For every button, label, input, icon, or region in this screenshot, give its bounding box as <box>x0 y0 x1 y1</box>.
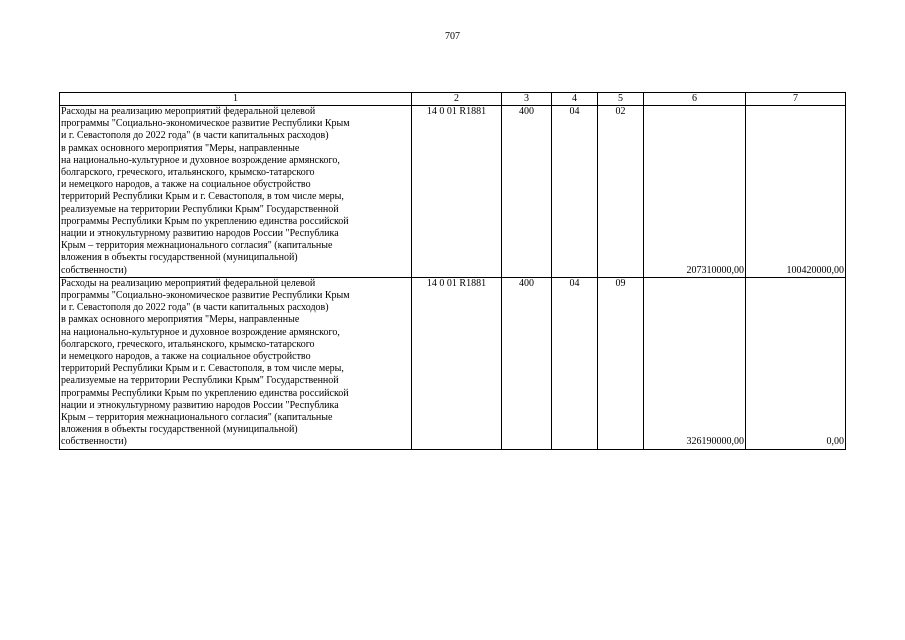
row-expense-type: 400 <box>502 277 552 449</box>
table-row <box>60 106 846 278</box>
row-amount-1: 207310000,00 <box>644 106 746 278</box>
row-amount-1: 326190000,00 <box>644 277 746 449</box>
table-header-row <box>60 93 846 106</box>
page-number: 707 <box>445 31 460 42</box>
row-amount-2: 100420000,00 <box>746 106 846 278</box>
row-amount-2: 0,00 <box>746 277 846 449</box>
row-description: Расходы на реализацию мероприятий федеральной целевой программы "Социально-экономическое развитие Республики Крым и г. Севастополя до 2022 года" (в части капитальных расходов) в рамках основного мероприятия "Меры, направленные на национально-культурное и духовное возрождение армянского, болгарского, греческого, итальянского, крымско-татарского и немецкого народов, а также на социальное обустройство территорий Республики Крым и г. Севастополя, в том числе меры, реализуемые на территории Республики Крым" Государственной программы Республики Крым по укреплению единства российской нации и этнокультурному развитию народов России "Республика Крым – территория межнационального согласия" (капитальные вложения в объекты государственной (муниципальной) собственности) <box>60 277 412 449</box>
column-header: 2 <box>412 93 502 106</box>
column-header: 6 <box>644 93 746 106</box>
row-section: 04 <box>552 277 598 449</box>
row-subsection: 02 <box>598 106 644 278</box>
row-description: Расходы на реализацию мероприятий федеральной целевой программы "Социально-экономическое развитие Республики Крым и г. Севастополя до 2022 года" (в части капитальных расходов) в рамках основного мероприятия "Меры, направленные на национально-культурное и духовное возрождение армянского, болгарского, греческого, итальянского, крымско-татарского и немецкого народов, а также на социальное обустройство территорий Республики Крым и г. Севастополя, в том числе меры, реализуемые на территории Республики Крым" Государственной программы Республики Крым по укреплению единства российской нации и этнокультурному развитию народов России "Республика Крым – территория межнационального согласия" (капитальные вложения в объекты государственной (муниципальной) собственности) <box>60 106 412 278</box>
column-header: 3 <box>502 93 552 106</box>
row-expense-type: 400 <box>502 106 552 278</box>
column-header: 5 <box>598 93 644 106</box>
row-target-code: 14 0 01 R1881 <box>412 106 502 278</box>
budget-table <box>59 92 846 450</box>
column-header: 7 <box>746 93 846 106</box>
table-row <box>60 277 846 449</box>
column-header: 1 <box>60 93 412 106</box>
row-subsection: 09 <box>598 277 644 449</box>
row-target-code: 14 0 01 R1881 <box>412 277 502 449</box>
column-header: 4 <box>552 93 598 106</box>
row-section: 04 <box>552 106 598 278</box>
